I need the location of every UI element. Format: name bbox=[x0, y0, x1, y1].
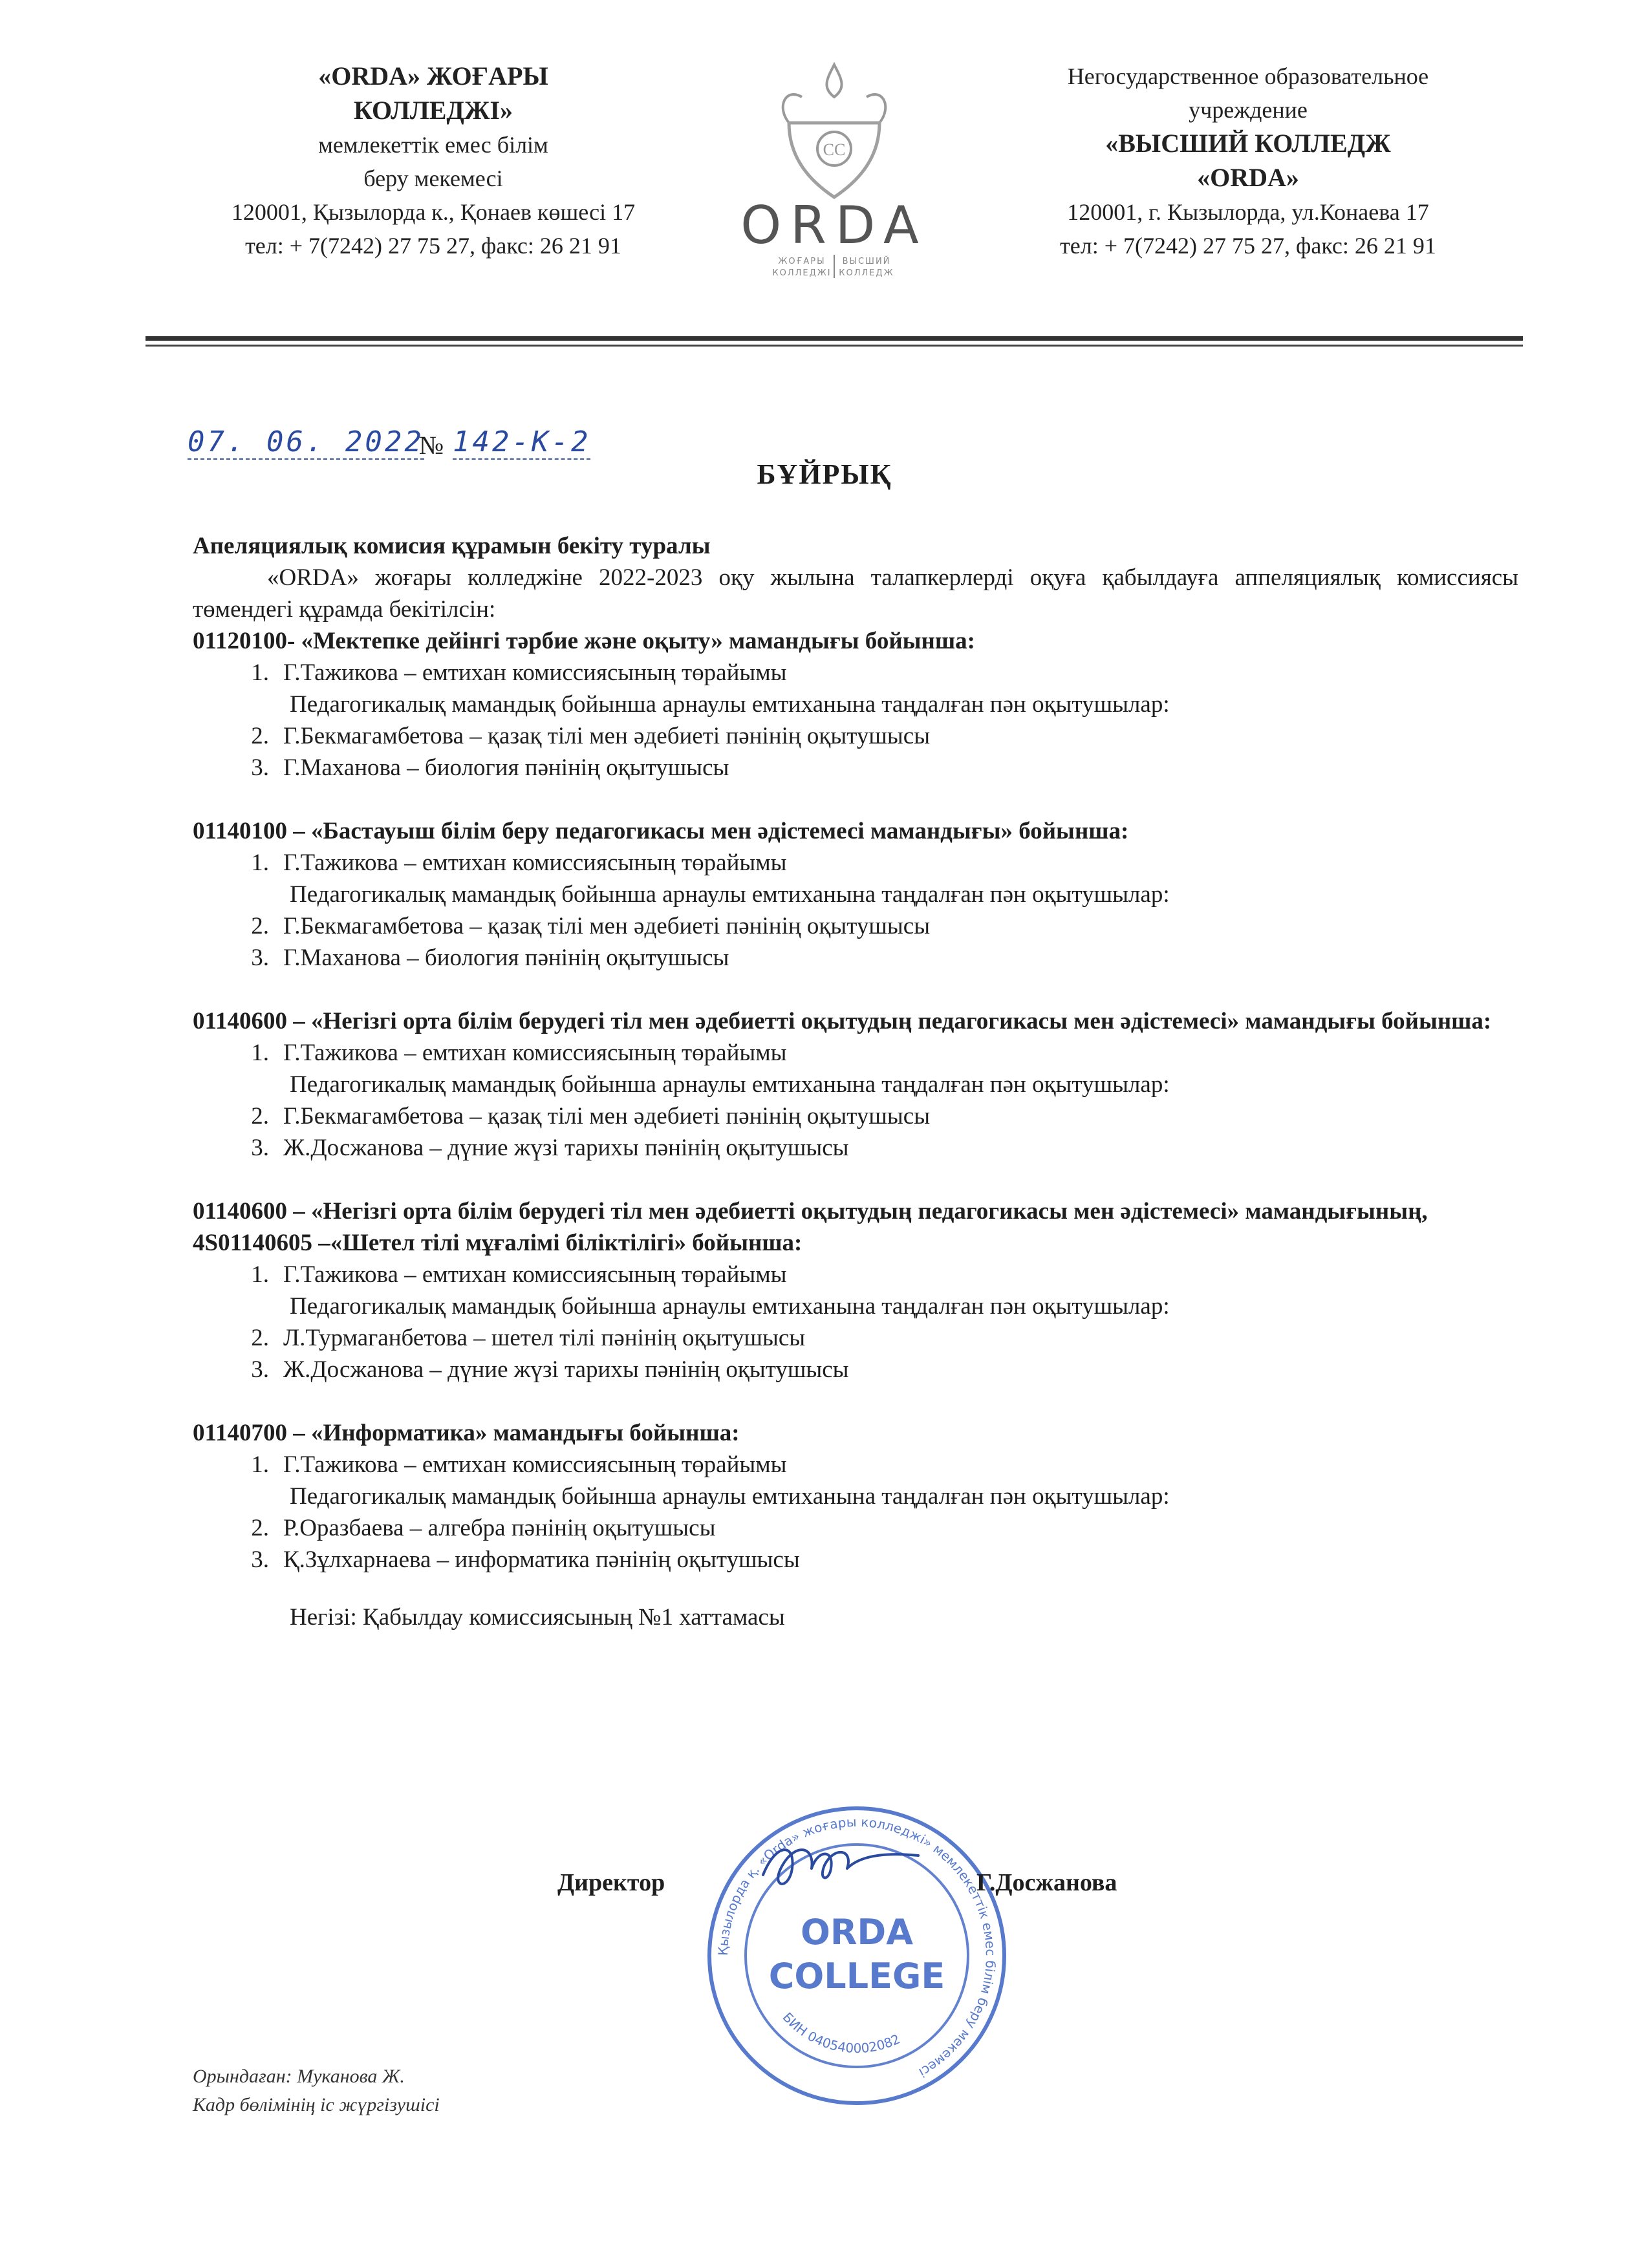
list-item-number: 2. bbox=[251, 723, 269, 749]
list-item-text: Г.Бекмагамбетова – қазақ тілі мен әдебиеті пәнінің оқытушысы bbox=[283, 913, 931, 939]
handwritten-signature-icon bbox=[757, 1830, 925, 1901]
list-item-number: 1. bbox=[251, 850, 269, 876]
svg-text:ORDA: ORDA bbox=[740, 195, 928, 255]
executor-name: Орындаған: Муканова Ж. bbox=[193, 2066, 405, 2087]
list-item bbox=[193, 1544, 1518, 1576]
org-type-ru-line1: Негосударственное образовательное bbox=[1067, 63, 1429, 89]
section-note: Педагогикалық мамандық бойынша арнаулы емтиханына таңдалған пән оқытушылар: bbox=[290, 881, 1170, 908]
section-note: Педагогикалық мамандық бойынша арнаулы емтиханына таңдалған пән оқытушылар: bbox=[290, 691, 1170, 718]
list-item-text: Г.Маханова – биология пәнінің оқытушысы bbox=[283, 945, 729, 971]
executor-position: Кадр бөлімінің іс жүргізушісі bbox=[193, 2094, 440, 2115]
section-heading: 01140700 – «Информатика» мамандығы бойынша: bbox=[193, 1420, 740, 1446]
list-item-number: 2. bbox=[251, 1325, 269, 1351]
list-item bbox=[193, 1100, 1518, 1132]
list-item-text: Ж.Досжанова – дүние жүзі тарихы пәнінің оқытушысы bbox=[283, 1135, 849, 1161]
org-type-kz-line1: мемлекеттік емес білім bbox=[318, 132, 548, 158]
org-name-ru-line1: «ВЫСШИЙ КОЛЛЕДЖ bbox=[1105, 129, 1391, 158]
list-item bbox=[193, 657, 1518, 689]
list-item bbox=[193, 1259, 1518, 1290]
doc-subject: Апеляциялық комисия құрамын бекіту туралы bbox=[193, 533, 711, 559]
list-item-number: 1. bbox=[251, 1040, 269, 1066]
header-right bbox=[983, 59, 1513, 262]
section-note: Педагогикалық мамандық бойынша арнаулы емтиханына таңдалған пән оқытушылар: bbox=[290, 1293, 1170, 1320]
director-title: Директор bbox=[557, 1869, 665, 1896]
college-logo bbox=[724, 52, 944, 291]
phone-kz: тел: + 7(7242) 27 75 27, факс: 26 21 91 bbox=[245, 233, 621, 259]
svg-text:ВЫСШИЙ: ВЫСШИЙ bbox=[842, 257, 891, 266]
list-item-text: Л.Турмаганбетова – шетел тілі пәнінің оқытушысы bbox=[283, 1325, 806, 1351]
list-item bbox=[193, 1132, 1518, 1164]
section-heading: 01140600 – «Негізгі орта білім берудегі тіл мен әдебиетті оқытудың педагогикасы мен әдістемесі» мамандығының, 4S01140605 –«Шетел тілі мұғалімі біліктілігі» бойынша: bbox=[193, 1198, 1428, 1256]
doc-basis: Негізі: Қабылдау комиссиясының №1 хаттамасы bbox=[290, 1604, 785, 1631]
svg-text:БИН 040540002082: БИН 040540002082 bbox=[779, 2009, 903, 2057]
list-item-text: Ж.Досжанова – дүние жүзі тарихы пәнінің оқытушысы bbox=[283, 1356, 849, 1383]
svg-text:ORDA: ORDA bbox=[800, 1912, 914, 1952]
header-divider-thin bbox=[146, 345, 1523, 347]
section-heading: 01140100 – «Бастауыш білім беру педагогикасы мен әдістемесі мамандығы» бойынша: bbox=[193, 818, 1129, 844]
doc-title: БҰЙРЫҚ bbox=[757, 458, 892, 490]
appeal-section bbox=[193, 1005, 1518, 1164]
svg-text:COLLEGE: COLLEGE bbox=[768, 1956, 945, 1996]
header-left bbox=[181, 59, 685, 262]
list-item-text: Г.Бекмагамбетова – қазақ тілі мен әдебиеті пәнінің оқытушысы bbox=[283, 723, 931, 749]
list-item-number: 3. bbox=[251, 1546, 269, 1573]
list-item-number: 2. bbox=[251, 1515, 269, 1541]
org-name-ru-line2: «ORDA» bbox=[1197, 163, 1299, 192]
list-item bbox=[193, 847, 1518, 879]
list-item bbox=[193, 1037, 1518, 1069]
list-item-text: Г.Тажикова – емтихан комиссиясының төрайымы bbox=[283, 850, 787, 876]
orda-logo-icon bbox=[724, 52, 944, 291]
section-note: Педагогикалық мамандық бойынша арнаулы емтиханына таңдалған пән оқытушылар: bbox=[290, 1071, 1170, 1098]
list-item bbox=[193, 1354, 1518, 1385]
list-item-number: 1. bbox=[251, 1261, 269, 1288]
list-item-text: Р.Оразбаева – алгебра пәнінің оқытушысы bbox=[283, 1515, 716, 1541]
director-signature bbox=[757, 1830, 925, 1901]
executor-block bbox=[193, 2062, 440, 2119]
list-item bbox=[193, 910, 1518, 942]
org-type-kz-line2: беру мекемесі bbox=[363, 166, 503, 191]
section-note: Педагогикалық мамандық бойынша арнаулы емтиханына таңдалған пән оқытушылар: bbox=[290, 1483, 1170, 1510]
list-item-number: 2. bbox=[251, 913, 269, 939]
address-kz: 120001, Қызылорда к., Қонаев көшесі 17 bbox=[231, 199, 636, 225]
org-name-kz-line2: КОЛЛЕДЖІ» bbox=[353, 96, 513, 125]
appeal-section bbox=[193, 815, 1518, 974]
doc-intro: «ORDA» жоғары колледжіне 2022-2023 оқу жылына талапкерлерді оқуға қабылдауға аппеляциялық комиссиясы төмендегі құрамда бекітілсін: bbox=[193, 564, 1518, 623]
list-item-text: Г.Тажикова – емтихан комиссиясының төрайымы bbox=[283, 1040, 787, 1066]
list-item bbox=[193, 1322, 1518, 1354]
list-item-number: 3. bbox=[251, 1356, 269, 1383]
svg-text:ЖОҒАРЫ: ЖОҒАРЫ bbox=[778, 257, 826, 266]
doc-body bbox=[193, 530, 1518, 1657]
list-item-number: 3. bbox=[251, 945, 269, 971]
svg-text:CC: CC bbox=[823, 140, 846, 159]
list-item-number: 3. bbox=[251, 754, 269, 781]
phone-ru: тел: + 7(7242) 27 75 27, факс: 26 21 91 bbox=[1060, 233, 1436, 259]
list-item bbox=[193, 720, 1518, 752]
list-item-number: 1. bbox=[251, 659, 269, 686]
doc-number-sign: № bbox=[419, 431, 444, 460]
list-item bbox=[193, 1449, 1518, 1481]
appeal-section bbox=[193, 1195, 1518, 1385]
org-type-ru-line2: учреждение bbox=[1189, 97, 1308, 123]
svg-text:КОЛЛЕДЖІ: КОЛЛЕДЖІ bbox=[772, 268, 832, 278]
address-ru: 120001, г. Кызылорда, ул.Конаева 17 bbox=[1067, 199, 1429, 225]
org-name-kz-line1: «ORDA» ЖОҒАРЫ bbox=[318, 61, 548, 91]
section-heading: 01120100- «Мектепке дейінгі тәрбие және оқыту» мамандығы бойынша: bbox=[193, 628, 975, 654]
list-item bbox=[193, 752, 1518, 784]
header-divider bbox=[146, 336, 1523, 341]
list-item-text: Г.Тажикова – емтихан комиссиясының төрайымы bbox=[283, 659, 787, 686]
director-name: Г.Досжанова bbox=[976, 1869, 1117, 1896]
list-item-text: Г.Маханова – биология пәнінің оқытушысы bbox=[283, 754, 729, 781]
svg-text:Қызылорда қ. «Orda» жоғары кол: Қызылорда қ. «Orda» жоғары колледжі» мемлекеттік емес білім беру мекемесі bbox=[715, 1813, 999, 2081]
sections-list bbox=[193, 625, 1518, 1576]
list-item-number: 2. bbox=[251, 1103, 269, 1129]
doc-number: 142-K-2 bbox=[453, 425, 591, 458]
list-item-number: 1. bbox=[251, 1451, 269, 1478]
list-item-text: Г.Тажикова – емтихан комиссиясының төрайымы bbox=[283, 1261, 787, 1288]
section-heading: 01140600 – «Негізгі орта білім берудегі тіл мен әдебиетті оқытудың педагогикасы мен әдістемесі» мамандығы бойынша: bbox=[193, 1008, 1492, 1034]
svg-text:КОЛЛЕДЖ: КОЛЛЕДЖ bbox=[839, 268, 894, 278]
list-item bbox=[193, 1512, 1518, 1544]
list-item-text: Г.Тажикова – емтихан комиссиясының төрайымы bbox=[283, 1451, 787, 1478]
list-item-text: Г.Бекмагамбетова – қазақ тілі мен әдебиеті пәнінің оқытушысы bbox=[283, 1103, 931, 1129]
list-item bbox=[193, 942, 1518, 974]
doc-date: 07. 06. 2022 bbox=[188, 425, 424, 458]
list-item-text: Қ.Зұлхарнаева – информатика пәнінің оқытушысы bbox=[283, 1546, 800, 1573]
list-item-number: 3. bbox=[251, 1135, 269, 1161]
appeal-section bbox=[193, 1417, 1518, 1576]
appeal-section bbox=[193, 625, 1518, 784]
